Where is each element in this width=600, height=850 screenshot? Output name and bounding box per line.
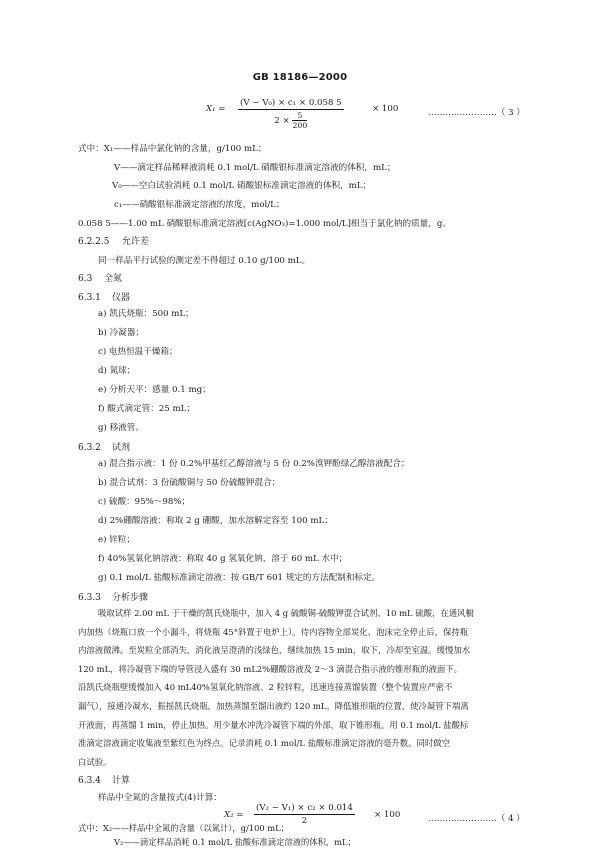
- eq3-fraction: [238, 98, 344, 130]
- eq3-denominator: [238, 110, 344, 130]
- eq3-den-frac-num: 5: [292, 111, 307, 121]
- section-6-2-2-5: [78, 236, 149, 248]
- procedure-line: 内加热（烧瓶口放一个小漏斗，将烧瓶 45°斜置于电炉上）。待内容物全部炭化、泡沫完全停止后，保持瓶: [78, 626, 469, 637]
- section-title: 允许差: [122, 237, 150, 247]
- where4-line-2: V₂——滴定样品消耗 0.1 mol/L 盐酸标准滴定溶液的体积，mL；: [114, 837, 356, 847]
- procedure-paragraph: [78, 604, 474, 771]
- procedure-line: 120 mL，将冷凝管下端的导管浸入盛有 30 mL2%硼酸溶液及 2～3 滴混合指示液的锥形瓶的液面下。: [78, 663, 463, 674]
- list-item: f) 酸式滴定管：25 mL；: [98, 404, 195, 414]
- where3-line-2: V——滴定样品稀释液消耗 0.1 mol/L 硝酸银标准滴定溶液的体积，mL；: [114, 163, 396, 173]
- instrument-list: [98, 305, 211, 438]
- eq4-denominator: 2: [301, 816, 308, 826]
- list-item: b) 混合试剂：3 份硫酸铜与 50 份硫酸钾混合；: [98, 478, 281, 488]
- procedure-line: 吸取试样 2.00 mL 于干燥的凯氏烧瓶中，加入 4 g 硫酸铜-硫酸钾混合试剂、10 mL 硫酸，在通风橱: [98, 608, 474, 618]
- eq3-den-prefix: 2 ×: [274, 116, 290, 126]
- section-title: 分析步骤: [112, 593, 149, 603]
- section-number: 6.3.3: [78, 593, 101, 603]
- list-item: c) 硫酸：95%～98%；: [98, 497, 191, 507]
- reagent-list: [98, 455, 410, 588]
- eq4-multiplier: × 100: [374, 810, 401, 820]
- where3-line-5: 0.058 5——1.00 mL 硝酸银标准滴定溶液[c(AgNO₃)=1.000 mol/L]相当于氯化钠的质量，g。: [78, 219, 451, 229]
- procedure-line: 白试验。: [78, 756, 112, 767]
- procedure-line: 漏气），接通冷凝水，振摇凯氏烧瓶，加热蒸馏至馏出液约 120 mL。降低锥形瓶的位置，使冷凝管下端离: [78, 700, 469, 711]
- section-number: 6.3.4: [78, 776, 101, 786]
- section-6-3-4: [78, 775, 130, 787]
- section-number: 6.3.1: [78, 293, 101, 303]
- section-6-3-2: [78, 442, 130, 454]
- eq3-numerator: (V − V₀) × c₁ × 0.058 5: [240, 98, 342, 108]
- procedure-line: 内溶液微沸。至炭粒全部消失，消化液呈澄清的浅绿色，继续加热 15 min，取下，冷却至室温。缓慢加水: [78, 645, 471, 656]
- eq3-number: ……………………（ 3 ）: [428, 108, 525, 118]
- section-title: 试剂: [112, 443, 131, 453]
- where4-line-1: 式中：X₂——样品中全氮的含量（以氮计），g/100 mL；: [78, 823, 289, 833]
- allowable-difference-text: 同一样品平行试验的测定差不得超过 0.10 g/100 mL。: [98, 256, 311, 266]
- list-item: b) 冷凝器；: [98, 328, 144, 338]
- section-6-3-3: [78, 592, 148, 604]
- list-item: g) 移液管。: [98, 423, 144, 433]
- section-title: 全氮: [104, 274, 123, 284]
- calculation-intro: 样品中全氮的含量按式(4)计算：: [98, 793, 222, 803]
- eq3-den-fraction: [292, 111, 307, 130]
- eq4-number: ……………………（ 4 ）: [428, 814, 525, 824]
- section-title: 计算: [112, 776, 131, 786]
- eq3-den-frac-den: 200: [292, 121, 308, 130]
- eq3-lhs: X₁ =: [206, 104, 226, 114]
- section-6-3-1: [78, 292, 130, 304]
- list-item: d) 氮球；: [98, 366, 136, 376]
- list-item: d) 2%硼酸溶液：称取 2 g 硼酸，加水溶解定容至 100 mL；: [98, 516, 333, 526]
- eq3-multiplier: × 100: [372, 104, 399, 114]
- procedure-line: 准滴定溶液滴定收集液至紫红色为终点。记录消耗 0.1 mol/L 盐酸标准滴定溶液的毫升数。同时做空: [78, 738, 450, 749]
- eq4-numerator: (V₂ − V₁) × c₂ × 0.014: [256, 803, 353, 813]
- list-item: a) 混合指示液：1 份 0.2%甲基红乙醇溶液与 5 份 0.2%溴钾酚绿乙醇溶液配合；: [98, 459, 410, 469]
- section-number: 6.3: [78, 274, 93, 284]
- section-number: 6.3.2: [78, 443, 101, 453]
- where3-line-1: 式中：X₁——样品中氯化钠的含量，g/100 mL；: [78, 144, 267, 154]
- eq4-lhs: X₂ =: [224, 810, 244, 820]
- list-item: a) 凯氏烧瓶：500 mL；: [98, 309, 194, 319]
- section-number: 6.2.2.5: [78, 237, 110, 247]
- list-item: f) 40%氢氧化钠溶液：称取 40 g 氢氧化钠，溶于 60 mL 水中；: [98, 554, 348, 564]
- section-title: 仪器: [112, 293, 131, 303]
- where3-line-3: V₀——空白试验消耗 0.1 mol/L 硝酸银标准滴定溶液的体积，mL；: [112, 181, 372, 191]
- procedure-line: 沿凯氏烧瓶壁缓慢加入 40 mL40%氢氧化钠溶液、2 粒锌粒，迅速连接蒸馏装置（整个装置应严密不: [78, 682, 453, 693]
- list-item: e) 分析天平：感量 0.1 mg；: [98, 385, 211, 395]
- procedure-line: 开液面，再蒸馏 1 min，停止加热。用少量水冲洗冷凝管下端的外部，取下锥形瓶。用 0.1 mol/L 盐酸标: [78, 719, 469, 730]
- list-item: g) 0.1 mol/L 盐酸标准滴定溶液：按 GB/T 601 规定的方法配制和标定。: [98, 573, 381, 583]
- standard-header: GB 18186—2000: [252, 72, 348, 83]
- section-6-3: [78, 273, 122, 285]
- list-item: c) 电热恒温干燥箱；: [98, 347, 178, 357]
- list-item: e) 锌粒；: [98, 535, 135, 545]
- where3-line-4: c₁——硝酸银标准滴定溶液的浓度，mol/L；: [114, 200, 285, 210]
